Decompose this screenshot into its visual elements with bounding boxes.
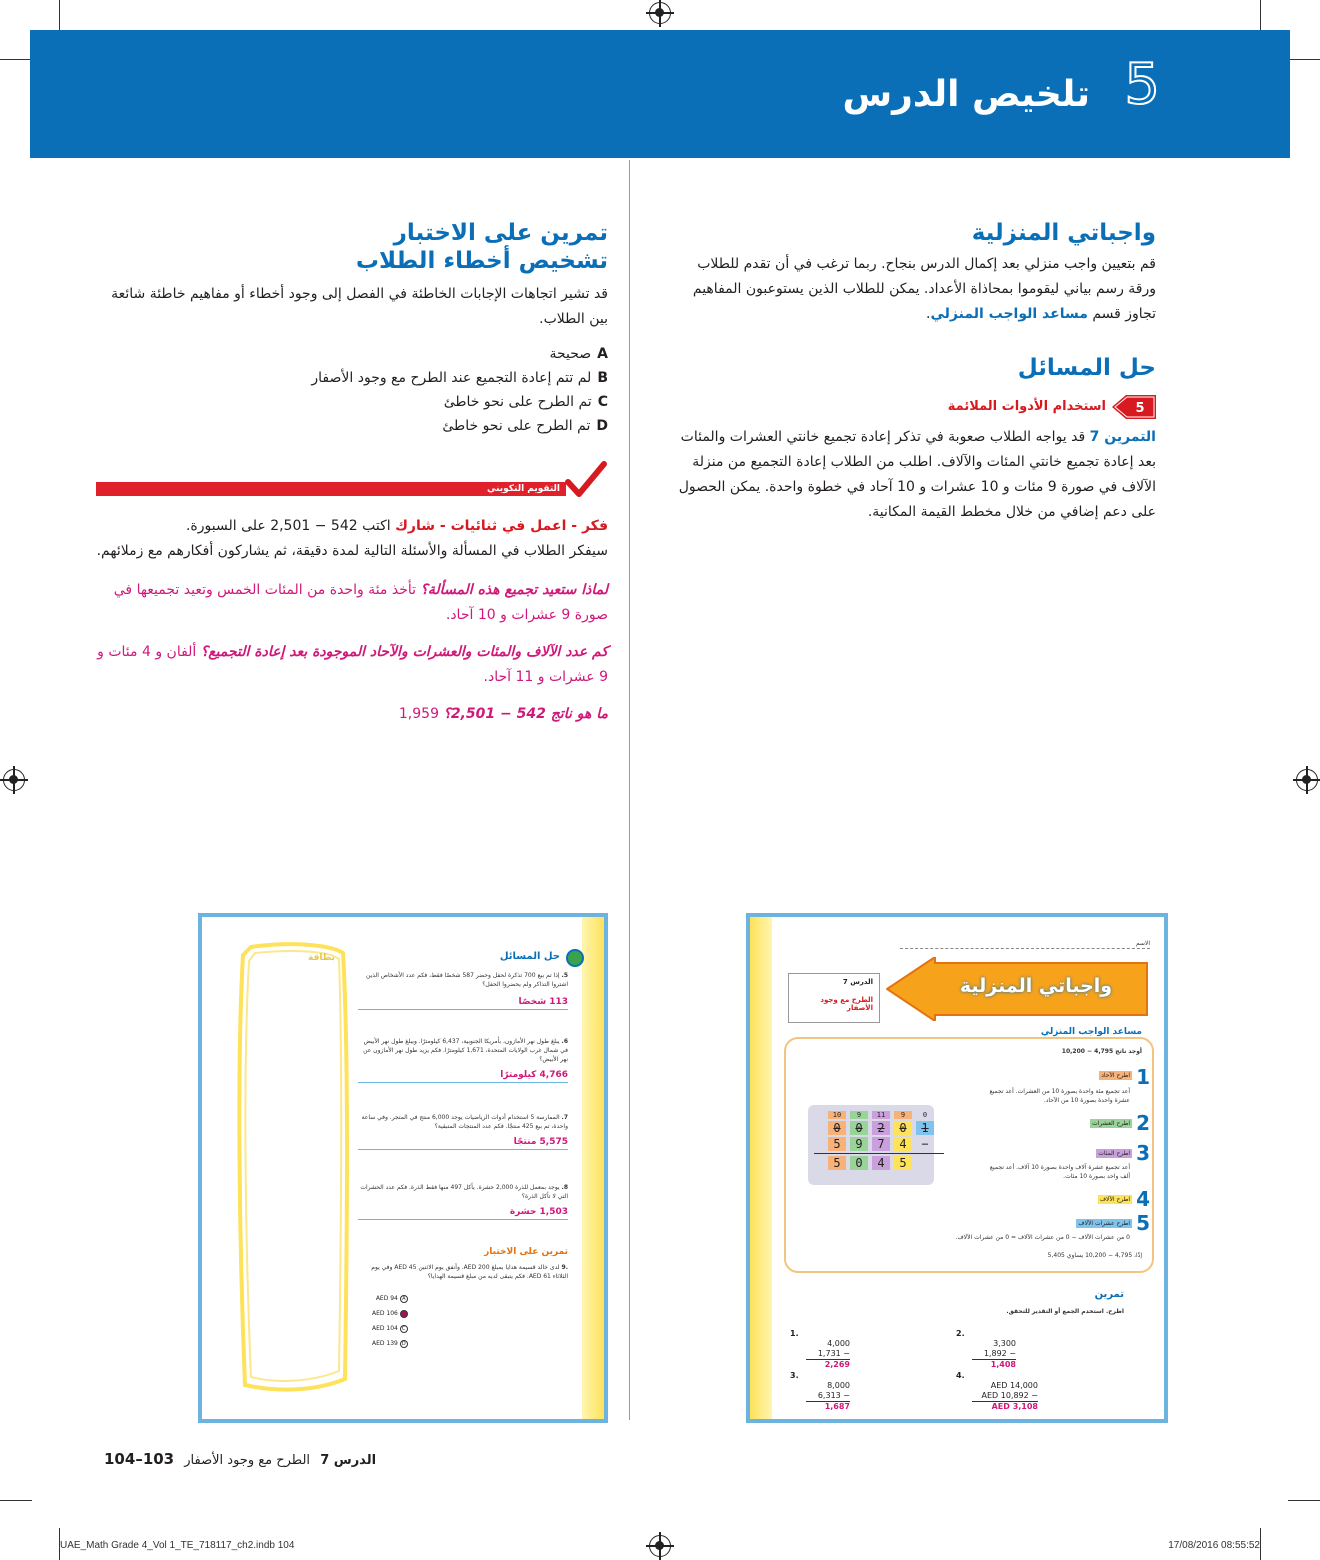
step-number: 3 <box>1136 1141 1150 1165</box>
grid-cell: 0 <box>894 1121 912 1135</box>
grid-row-sub <box>814 1137 934 1151</box>
question-1-text: لماذا ستعيد تجميع هذه المسألة؟ <box>420 582 608 598</box>
grid-cell: 5 <box>828 1156 846 1170</box>
error-diagnosis-title: تشخيص أخطاء الطلاب <box>355 248 608 274</box>
option-letter: A <box>597 346 608 362</box>
assessment-label: التقويم التكويني <box>486 484 560 494</box>
step-tag: اطرح العشرات <box>1092 1120 1131 1127</box>
globe-icon <box>566 949 584 967</box>
practice-subtitle: اطرح. استخدم الجمع أو التقدير للتحقق. <box>1006 1308 1124 1315</box>
thumb-item-line <box>358 1183 568 1201</box>
option-text: صحيحة <box>549 346 592 362</box>
right-column <box>668 220 1156 525</box>
step-tag: اطرح الآلاف <box>1099 1196 1131 1203</box>
homework-page-thumbnail <box>746 913 1168 1423</box>
grid-cell: 1 <box>916 1121 934 1135</box>
problem-3 <box>790 1371 850 1412</box>
grid-row-mid <box>814 1121 934 1135</box>
choice-bubble: C <box>400 1325 408 1333</box>
problem-minuend: 3,300 <box>993 1339 1016 1348</box>
grid-row-result <box>814 1156 934 1170</box>
grid-spacer <box>916 1156 934 1170</box>
option-text: تم الطرح على نحو خاطئ <box>443 394 592 410</box>
thumb-q9: .9 لدى خالد قسيمة هدايا بمبلغ AED 200. وأنفق يوم الاثنين AED 45 وفي يوم الثلاثاء AED 61. فكم يتبقى لديه من مبلغ قسيمة الهدايا؟ <box>371 1264 568 1280</box>
grid-minus: − <box>921 1137 929 1151</box>
grid-cell: 0 <box>828 1121 846 1135</box>
banner-number: 5 <box>1124 52 1160 117</box>
question-3 <box>96 702 608 727</box>
problem-answer: 1,687 <box>824 1402 850 1411</box>
think-lead: فكر - اعمل في ثنائيات - شارك <box>395 518 608 534</box>
item-answer: 5,575 منتجًا <box>358 1137 568 1150</box>
checkmark-icon <box>564 460 608 500</box>
step-tag: اطرح الآحاد <box>1101 1072 1131 1079</box>
choice-row <box>372 1321 408 1336</box>
option-letter: C <box>597 394 608 410</box>
step-text: أعد تجميع عشرة آلاف واحدة بصورة 10 آلاف. أعد تجميع ألف واحد بصورة 10 مئات. <box>989 1164 1130 1180</box>
problem-minuend: 4,000 <box>827 1339 850 1348</box>
think-text-2: سيفكر الطلاب في المسألة والأسئلة التالية لمدة دقيقة، ثم يشاركون أفكارهم مع زملائهم. <box>96 543 608 559</box>
item-answer: 1,503 حشرة <box>358 1207 568 1220</box>
question-2-text: كم عدد الآلاف والمئات والعشرات والآحاد الموجودة بعد إعادة التجميع؟ <box>200 644 608 660</box>
thumb-problem-title: حل المسائل <box>499 951 560 962</box>
grid-cell: 0 <box>922 1111 928 1119</box>
think-pair-share <box>96 514 608 539</box>
footer-lesson-title: الطرح مع وجود الأصفار <box>184 1453 311 1468</box>
crop-mark <box>1260 0 1261 32</box>
problem-subtrahend: − AED 10,892 <box>972 1391 1038 1402</box>
step-5 <box>850 1213 1150 1242</box>
tool-label: استخدام الأدوات الملائمة <box>947 399 1106 414</box>
name-label-text: الاسم <box>1135 940 1150 947</box>
item-number: 6. <box>561 1038 568 1045</box>
choice-row <box>372 1336 408 1351</box>
practice-title: تمرين <box>1094 1289 1124 1300</box>
grid-cell: 10 <box>828 1111 846 1119</box>
problem-4 <box>956 1371 1038 1412</box>
step-4 <box>980 1189 1150 1209</box>
step-number: 5 <box>1136 1211 1150 1235</box>
option-row <box>96 342 608 366</box>
grid-cell: 9 <box>850 1111 868 1119</box>
lesson-box <box>788 973 880 1023</box>
footer-lesson: الدرس 7 <box>320 1453 377 1468</box>
step-tag: اطرح المئات <box>1098 1150 1131 1157</box>
tool-badge-number: 5 <box>1135 401 1145 416</box>
choice-bubble: A <box>400 1295 408 1303</box>
lesson-box-title: الدرس 7 <box>842 978 873 986</box>
problem-2 <box>956 1329 1016 1370</box>
crop-mark <box>1288 1500 1320 1501</box>
homework-link[interactable]: مساعد الواجب المنزلي <box>930 306 1088 322</box>
answer-1-text: تأخذ مئة واحدة من المئات الخمس وتعيد تجميعها في صورة 9 عشرات و 10 آحاد. <box>113 582 608 623</box>
crop-mark <box>1260 1528 1261 1560</box>
step-text: أعد تجميع مئة واحدة بصورة 10 من العشرات. أعد تجميع عشرة واحدة بصورة 10 من الآحاد. <box>989 1088 1130 1104</box>
step-number: 2 <box>1136 1111 1150 1135</box>
registration-mark-icon <box>649 1535 671 1557</box>
problem-number: 2. <box>956 1329 965 1338</box>
step-3 <box>980 1143 1150 1181</box>
exercise-text: قد يواجه الطلاب صعوبة في تذكر إعادة تجميع خانتي العشرات والمئات بعد إعادة تجميع خانتي المئات والآلاف. اطلب من الطلاب إعادة التجميع من منزلة الآلاف في صورة 9 مئات و 10 عشرات و 10 آحاد في خطوة واحدة. يمكن الحصول على دعم إضافي من خلال مخطط القيمة المكانية. <box>678 429 1156 520</box>
choice-text: AED 139 <box>372 1340 398 1347</box>
item-text: يوجد بمعمل للذرة 2,000 حشرة. يأكل 497 منها فقط الذرة. فكم عدد الحشرات التي لا تأكل الذرة؟ <box>360 1184 568 1200</box>
option-text: لم تتم إعادة التجميع عند الطرح مع وجود الأصفار <box>311 370 592 386</box>
problem-answer: 1,408 <box>990 1360 1016 1369</box>
footer-page-numbers: 103–104 <box>104 1450 175 1468</box>
problem-number: 3. <box>790 1371 799 1380</box>
homework-text: قم بتعيين واجب منزلي بعد إكمال الدرس بنجاح. ربما ترغب في أن تقدم للطلاب ورقة رسم بياني ليقوموا بمحاذاة الأعداد. يمكن للطلاب الذين يستوعبون المفاهيم تجاوز قسم مساعد الواجب المنزلي. <box>692 256 1156 322</box>
choice-row <box>372 1291 408 1306</box>
problem-minuend: 8,000 <box>827 1381 850 1390</box>
grid-cell: 9 <box>894 1111 912 1119</box>
assessment-header <box>96 482 608 502</box>
thumb-item-5 <box>358 971 568 1010</box>
file-slug: UAE_Math Grade 4_Vol 1_TE_718117_ch2.indb 104 <box>60 1540 295 1551</box>
item-number: 8. <box>561 1184 568 1191</box>
notes-scribble-box <box>230 939 352 1399</box>
problem-answer: 2,269 <box>824 1360 850 1369</box>
helper-title: مساعد الواجب المنزلي <box>1037 1027 1146 1037</box>
thumb-item-line <box>358 1037 568 1064</box>
file-date: 17/08/2016 08:55:52 <box>1168 1540 1260 1551</box>
option-row <box>96 390 608 414</box>
column-divider <box>629 160 630 1420</box>
grid-row-top <box>814 1111 934 1119</box>
step-number: 4 <box>1136 1187 1150 1211</box>
assessment-bar <box>96 482 566 496</box>
problem-subtrahend: − 1,892 <box>972 1349 1016 1360</box>
homework-banner-title: واجباتي المنزلية <box>959 975 1113 997</box>
grid-cell: 9 <box>850 1137 868 1151</box>
think-text: اكتب 542 − 2,501 على السبورة. <box>185 518 391 534</box>
exercise-paragraph <box>668 425 1156 525</box>
thumb-item-7 <box>358 1113 568 1150</box>
choice-bubble-filled <box>400 1310 408 1318</box>
homework-title: واجباتي المنزلية <box>971 220 1156 246</box>
grid-cells <box>814 1111 934 1170</box>
item-number: 5. <box>561 972 568 979</box>
banner-title: تلخيص الدرس <box>842 74 1090 115</box>
exercise-lead: التمرين 7 <box>1089 429 1156 445</box>
find-text: أوجد ناتج 4,795 − 10,200 <box>1061 1048 1142 1055</box>
yellow-edge-right <box>582 917 604 1419</box>
choice-row <box>372 1306 408 1321</box>
thumb-item-line <box>358 1113 568 1131</box>
step-number: 1 <box>1136 1065 1150 1089</box>
option-row <box>96 366 608 390</box>
grid-cell: 5 <box>828 1137 846 1151</box>
step-tag: اطرح عشرات الآلاف <box>1078 1220 1131 1227</box>
yellow-edge <box>750 917 772 1419</box>
grid-cell: 0 <box>850 1156 868 1170</box>
choice-text: AED 106 <box>372 1310 398 1317</box>
choice-bubble: D <box>400 1340 408 1348</box>
grid-cell: 4 <box>872 1156 890 1170</box>
page-footer <box>104 1450 376 1468</box>
item-text: يبلغ طول نهر الأمازون، بأمريكا الجنوبية، 6,437 كيلومترًا. ويبلغ طول نهر الأبيض في شمال غرب الولايات المتحدة، 1,671 كيلومترًا. فكم يزيد طول نهر الأمازون عن نهر الأبيض؟ <box>363 1038 568 1063</box>
problem-page-thumbnail <box>198 913 608 1423</box>
crop-mark <box>0 59 32 60</box>
tool-row <box>668 395 1156 421</box>
option-letter: D <box>596 418 608 434</box>
result-text: إذًا، 4,795 − 10,200 يساوي 5,405 <box>1047 1252 1142 1259</box>
item-number: 7. <box>561 1114 568 1121</box>
question-3-text: ما هو ناتج 542 − 2,501؟ <box>443 706 608 722</box>
crop-mark <box>1288 59 1320 60</box>
step-text: 0 من عشرات الآلاف − 0 من عشرات الآلاف = 0 من عشرات الآلاف. <box>955 1234 1130 1241</box>
side-label: بطاقة <box>308 953 335 963</box>
crop-mark <box>59 0 60 32</box>
option-letter: B <box>597 370 608 386</box>
thumb-item-8 <box>358 1183 568 1220</box>
choice-text: AED 94 <box>375 1295 398 1302</box>
grid-cell: 11 <box>872 1111 890 1119</box>
thumb-choices <box>372 1291 408 1351</box>
grid-cell: 5 <box>894 1156 912 1170</box>
problem-1 <box>790 1329 850 1370</box>
crop-mark <box>0 1500 32 1501</box>
grid-cell: 0 <box>850 1121 868 1135</box>
question-1 <box>96 578 608 628</box>
q9-text: لدى خالد قسيمة هدايا بمبلغ AED 200. وأنفق يوم الاثنين AED 45 وفي يوم الثلاثاء AED 61. فكم يتبقى لديه من مبلغ قسيمة الهدايا؟ <box>371 1264 568 1280</box>
name-label <box>900 939 1150 949</box>
registration-mark-icon <box>3 769 25 791</box>
problem-number: 1. <box>790 1329 799 1338</box>
grid-cell: 4 <box>894 1137 912 1151</box>
step-2 <box>980 1113 1150 1133</box>
thumb-item-6 <box>358 1037 568 1083</box>
left-column <box>96 220 608 727</box>
answer-2-text: ألفان و 4 مئات و 9 عشرات و 11 آحاد. <box>97 644 608 685</box>
item-answer: 4,766 كيلومترًا <box>358 1070 568 1083</box>
choice-text: AED 104 <box>372 1325 398 1332</box>
item-text: الممارسة 5 استخدام أدوات الرياضيات يوجد 6,000 منتج في المتجر. وفي ساعة واحدة، تم بيع 425 منتجًا. فكم عدد المنتجات المتبقية؟ <box>361 1114 568 1130</box>
problem-subtrahend: − 1,731 <box>806 1349 850 1360</box>
answer-3-text: 1,959 <box>398 706 439 722</box>
thumb-item-line <box>358 971 568 989</box>
problem-solving-title: حل المسائل <box>1017 355 1156 381</box>
registration-mark-icon <box>649 2 671 24</box>
lesson-banner <box>30 30 1290 158</box>
step-1 <box>980 1067 1150 1105</box>
problem-number: 4. <box>956 1371 965 1380</box>
problem-minuend: AED 14,000 <box>990 1381 1038 1390</box>
diagnosis-intro: قد تشير اتجاهات الإجابات الخاطئة في الفصل إلى وجود أخطاء أو مفاهيم خاطئة شائعة بين الطلاب. <box>111 286 608 327</box>
item-answer: 113 شخصًا <box>358 997 568 1010</box>
grid-cell: 7 <box>872 1137 890 1151</box>
thumb-test-title: تمرين على الاختبار <box>484 1247 568 1257</box>
option-text: تم الطرح على نحو خاطئ <box>442 418 591 434</box>
registration-mark-icon <box>1296 769 1318 791</box>
test-practice-title: تمرين على الاختبار <box>393 220 608 246</box>
homework-body: قم بتعيين واجب منزلي بعد إكمال الدرس بنجاح. ربما ترغب في أن تقدم للطلاب ورقة رسم بياني ليقوموا بمحاذاة الأعداد. يمكن للطلاب الذين يستوعبون المفاهيم تجاوز قسم <box>692 256 1156 322</box>
grid-cell: 2 <box>872 1121 890 1135</box>
lesson-box-subtitle: الطرح مع وجود الأصفار <box>820 996 873 1012</box>
item-text: إذا تم بيع 700 تذكرة لحفل وحضر 587 شخصًا فقط، فكم عدد الأشخاص الذين اشتروا التذاكر ولم يحضروا الحفل؟ <box>366 972 568 988</box>
practice-arrow-icon <box>1112 395 1156 419</box>
answer-options <box>96 342 608 438</box>
option-row <box>96 414 608 438</box>
grid-line <box>814 1153 944 1154</box>
question-2 <box>96 640 608 690</box>
problem-subtrahend: − 6,313 <box>806 1391 850 1402</box>
problem-answer: AED 3,108 <box>991 1402 1038 1411</box>
